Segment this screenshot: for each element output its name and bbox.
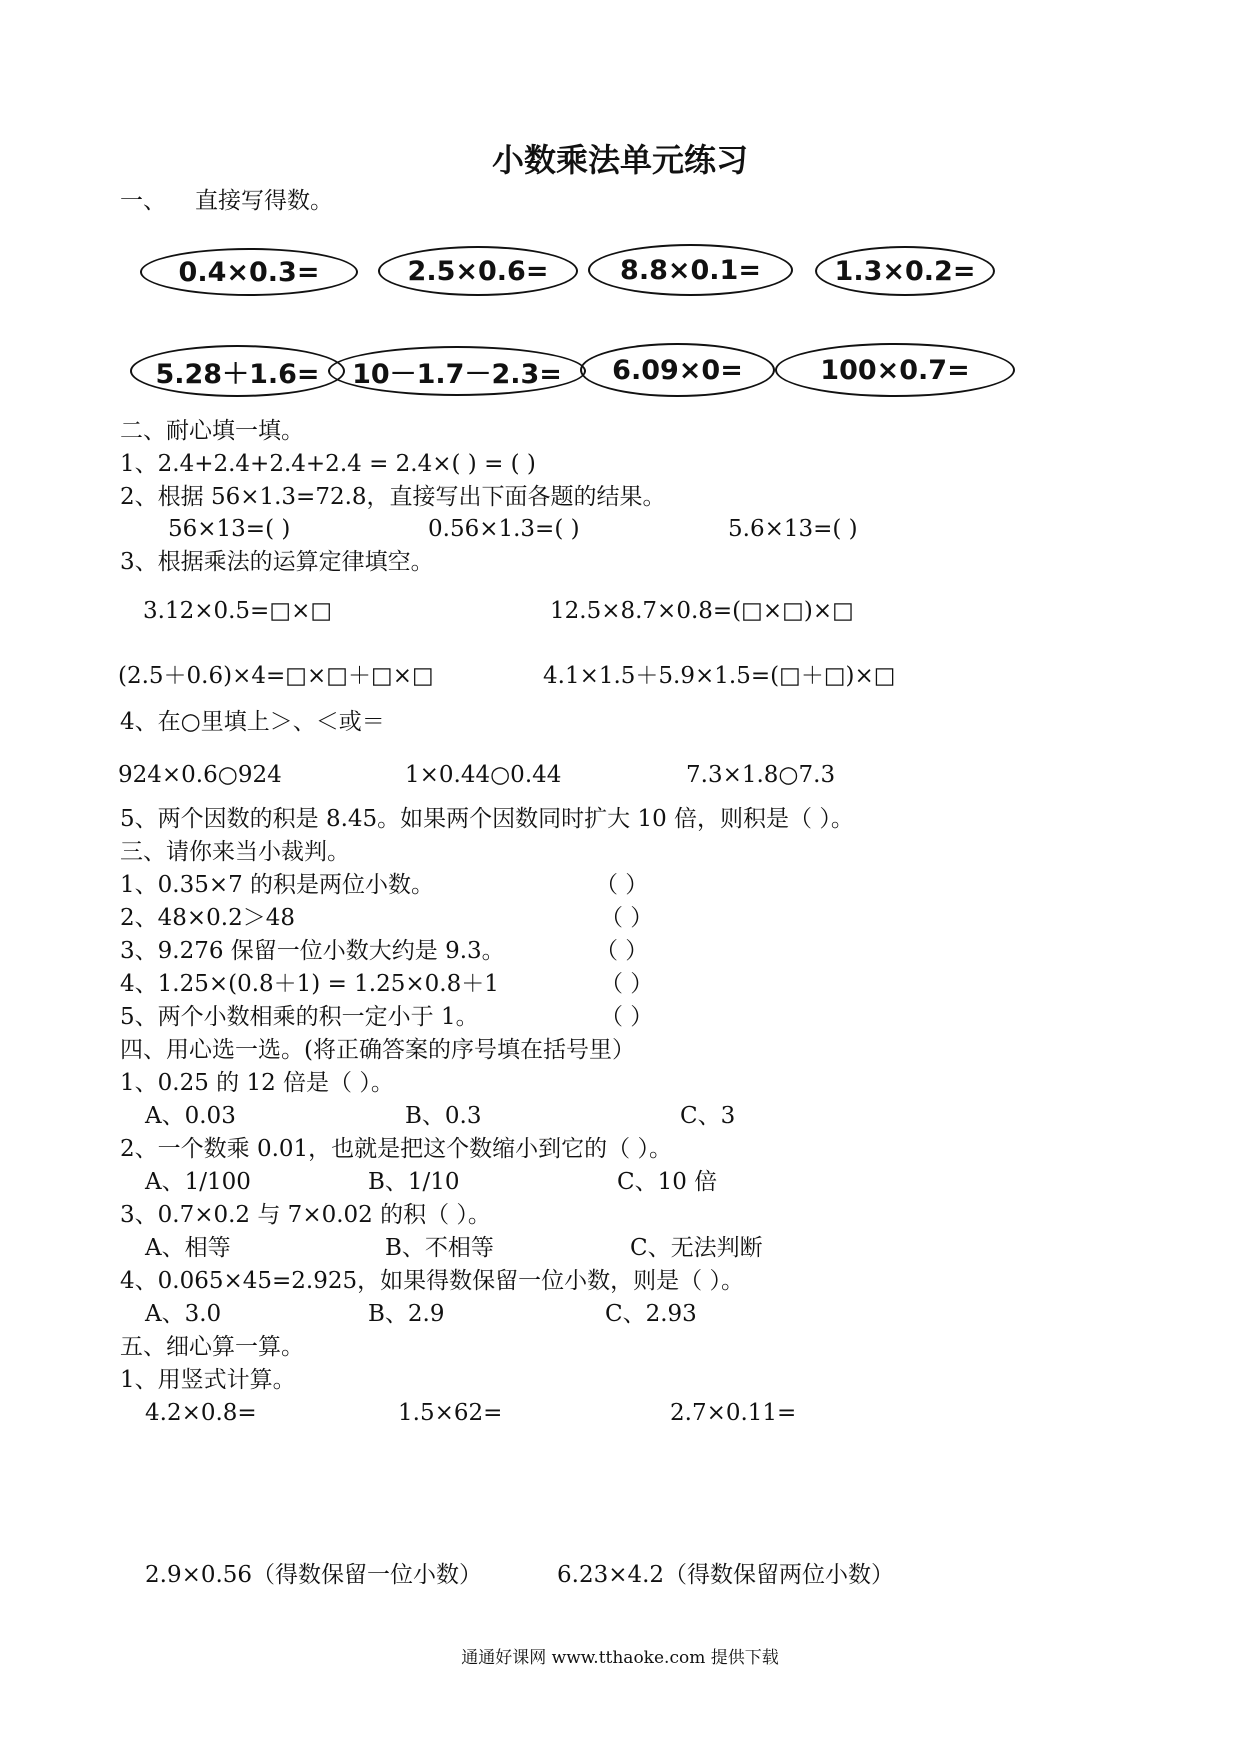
- choice-q2: 2、一个数乘 0.01，也就是把这个数缩小到它的（ ）。: [120, 1136, 672, 1162]
- section2-q4: 4、在○里填上＞、＜或＝: [120, 709, 385, 735]
- footer-credit: 通通好课网 www.tthaoke.com 提供下载: [461, 1648, 779, 1668]
- section2-q3-d: 4.1×1.5＋5.9×1.5=(□＋□)×□: [543, 663, 896, 689]
- section2-q2: 2、根据 56×1.3=72.8，直接写出下面各题的结果。: [120, 484, 666, 510]
- judge-bracket-3: （ ）: [595, 938, 649, 964]
- choice-q3: 3、0.7×0.2 与 7×0.02 的积（ ）。: [120, 1202, 491, 1228]
- judge-bracket-2: （ ）: [600, 905, 654, 931]
- page-title: 小数乘法单元练习: [491, 141, 748, 179]
- section1-number: 一、: [120, 188, 166, 214]
- section2-q2-a: 56×13=( ): [168, 516, 291, 542]
- choice-q2-a: A、1/100: [145, 1169, 251, 1195]
- judge-item-1: 1、0.35×7 的积是两位小数。: [120, 872, 435, 898]
- choice-q4-a: A、3.0: [145, 1301, 222, 1327]
- choice-q3-a: A、相等: [145, 1235, 231, 1261]
- choice-q1-a: A、0.03: [145, 1103, 236, 1129]
- section2-q4-c: 7.3×1.8○7.3: [686, 762, 836, 788]
- judge-item-2: 2、48×0.2＞48: [120, 905, 296, 931]
- round-calc-2: 6.23×4.2（得数保留两位小数）: [557, 1562, 895, 1588]
- section2-q2-c: 5.6×13=( ): [728, 516, 858, 542]
- round-calc-1: 2.9×0.56（得数保留一位小数）: [145, 1562, 483, 1588]
- judge-item-3: 3、9.276 保留一位小数大约是 9.3。: [120, 938, 505, 964]
- oval-problem-8: 100×0.7=: [775, 343, 1015, 397]
- section5-heading: 五、细心算一算。: [120, 1334, 304, 1360]
- section2-q4-b: 1×0.44○0.44: [405, 762, 562, 788]
- section2-q3: 3、根据乘法的运算定律填空。: [120, 549, 434, 575]
- choice-q1-b: B、0.3: [405, 1103, 482, 1129]
- section2-q4-a: 924×0.6○924: [118, 762, 282, 788]
- section2-q5: 5、两个因数的积是 8.45。如果两个因数同时扩大 10 倍，则积是（ ）。: [120, 806, 854, 832]
- judge-bracket-4: （ ）: [600, 971, 654, 997]
- choice-q2-c: C、10 倍: [617, 1169, 718, 1195]
- judge-bracket-5: （ ）: [600, 1004, 654, 1030]
- choice-q4-c: C、2.93: [605, 1301, 697, 1327]
- choice-q1-c: C、3: [680, 1103, 736, 1129]
- section2-q3-b: 12.5×8.7×0.8=(□×□)×□: [550, 598, 854, 624]
- section1-heading: 直接写得数。: [195, 188, 333, 214]
- judge-item-4: 4、1.25×(0.8＋1) = 1.25×0.8＋1: [120, 971, 499, 997]
- choice-q3-c: C、无法判断: [630, 1235, 763, 1261]
- oval-problem-3: 8.8×0.1=: [588, 244, 793, 296]
- calc-1: 4.2×0.8=: [145, 1400, 257, 1426]
- section2-heading: 二、耐心填一填。: [120, 418, 304, 444]
- section5-q1: 1、用竖式计算。: [120, 1367, 296, 1393]
- oval-problem-4: 1.3×0.2=: [815, 246, 995, 296]
- section3-heading: 三、请你来当小裁判。: [120, 839, 350, 865]
- section2-q1: 1、2.4+2.4+2.4+2.4 = 2.4×( ) = ( ): [120, 451, 536, 477]
- choice-q4-b: B、2.9: [368, 1301, 445, 1327]
- choice-q4: 4、0.065×45=2.925，如果得数保留一位小数，则是（ ）。: [120, 1268, 744, 1294]
- choice-q2-b: B、1/10: [368, 1169, 460, 1195]
- section2-q3-a: 3.12×0.5=□×□: [143, 598, 333, 624]
- oval-problem-5: 5.28＋1.6=: [130, 345, 345, 397]
- section2-q3-c: (2.5＋0.6)×4=□×□＋□×□: [118, 663, 434, 689]
- judge-item-5: 5、两个小数相乘的积一定小于 1。: [120, 1004, 479, 1030]
- oval-problem-7: 6.09×0=: [580, 343, 775, 397]
- oval-problem-1: 0.4×0.3=: [140, 248, 358, 296]
- calc-3: 2.7×0.11=: [670, 1400, 797, 1426]
- choice-q1: 1、0.25 的 12 倍是（ ）。: [120, 1070, 394, 1096]
- oval-problem-6: 10－1.7－2.3=: [328, 346, 586, 396]
- section4-heading: 四、用心选一选。(将正确答案的序号填在括号里）: [120, 1037, 635, 1063]
- choice-q3-b: B、不相等: [385, 1235, 494, 1261]
- judge-bracket-1: （ ）: [595, 872, 649, 898]
- oval-problem-2: 2.5×0.6=: [378, 246, 578, 296]
- calc-2: 1.5×62=: [398, 1400, 503, 1426]
- section2-q2-b: 0.56×1.3=( ): [428, 516, 580, 542]
